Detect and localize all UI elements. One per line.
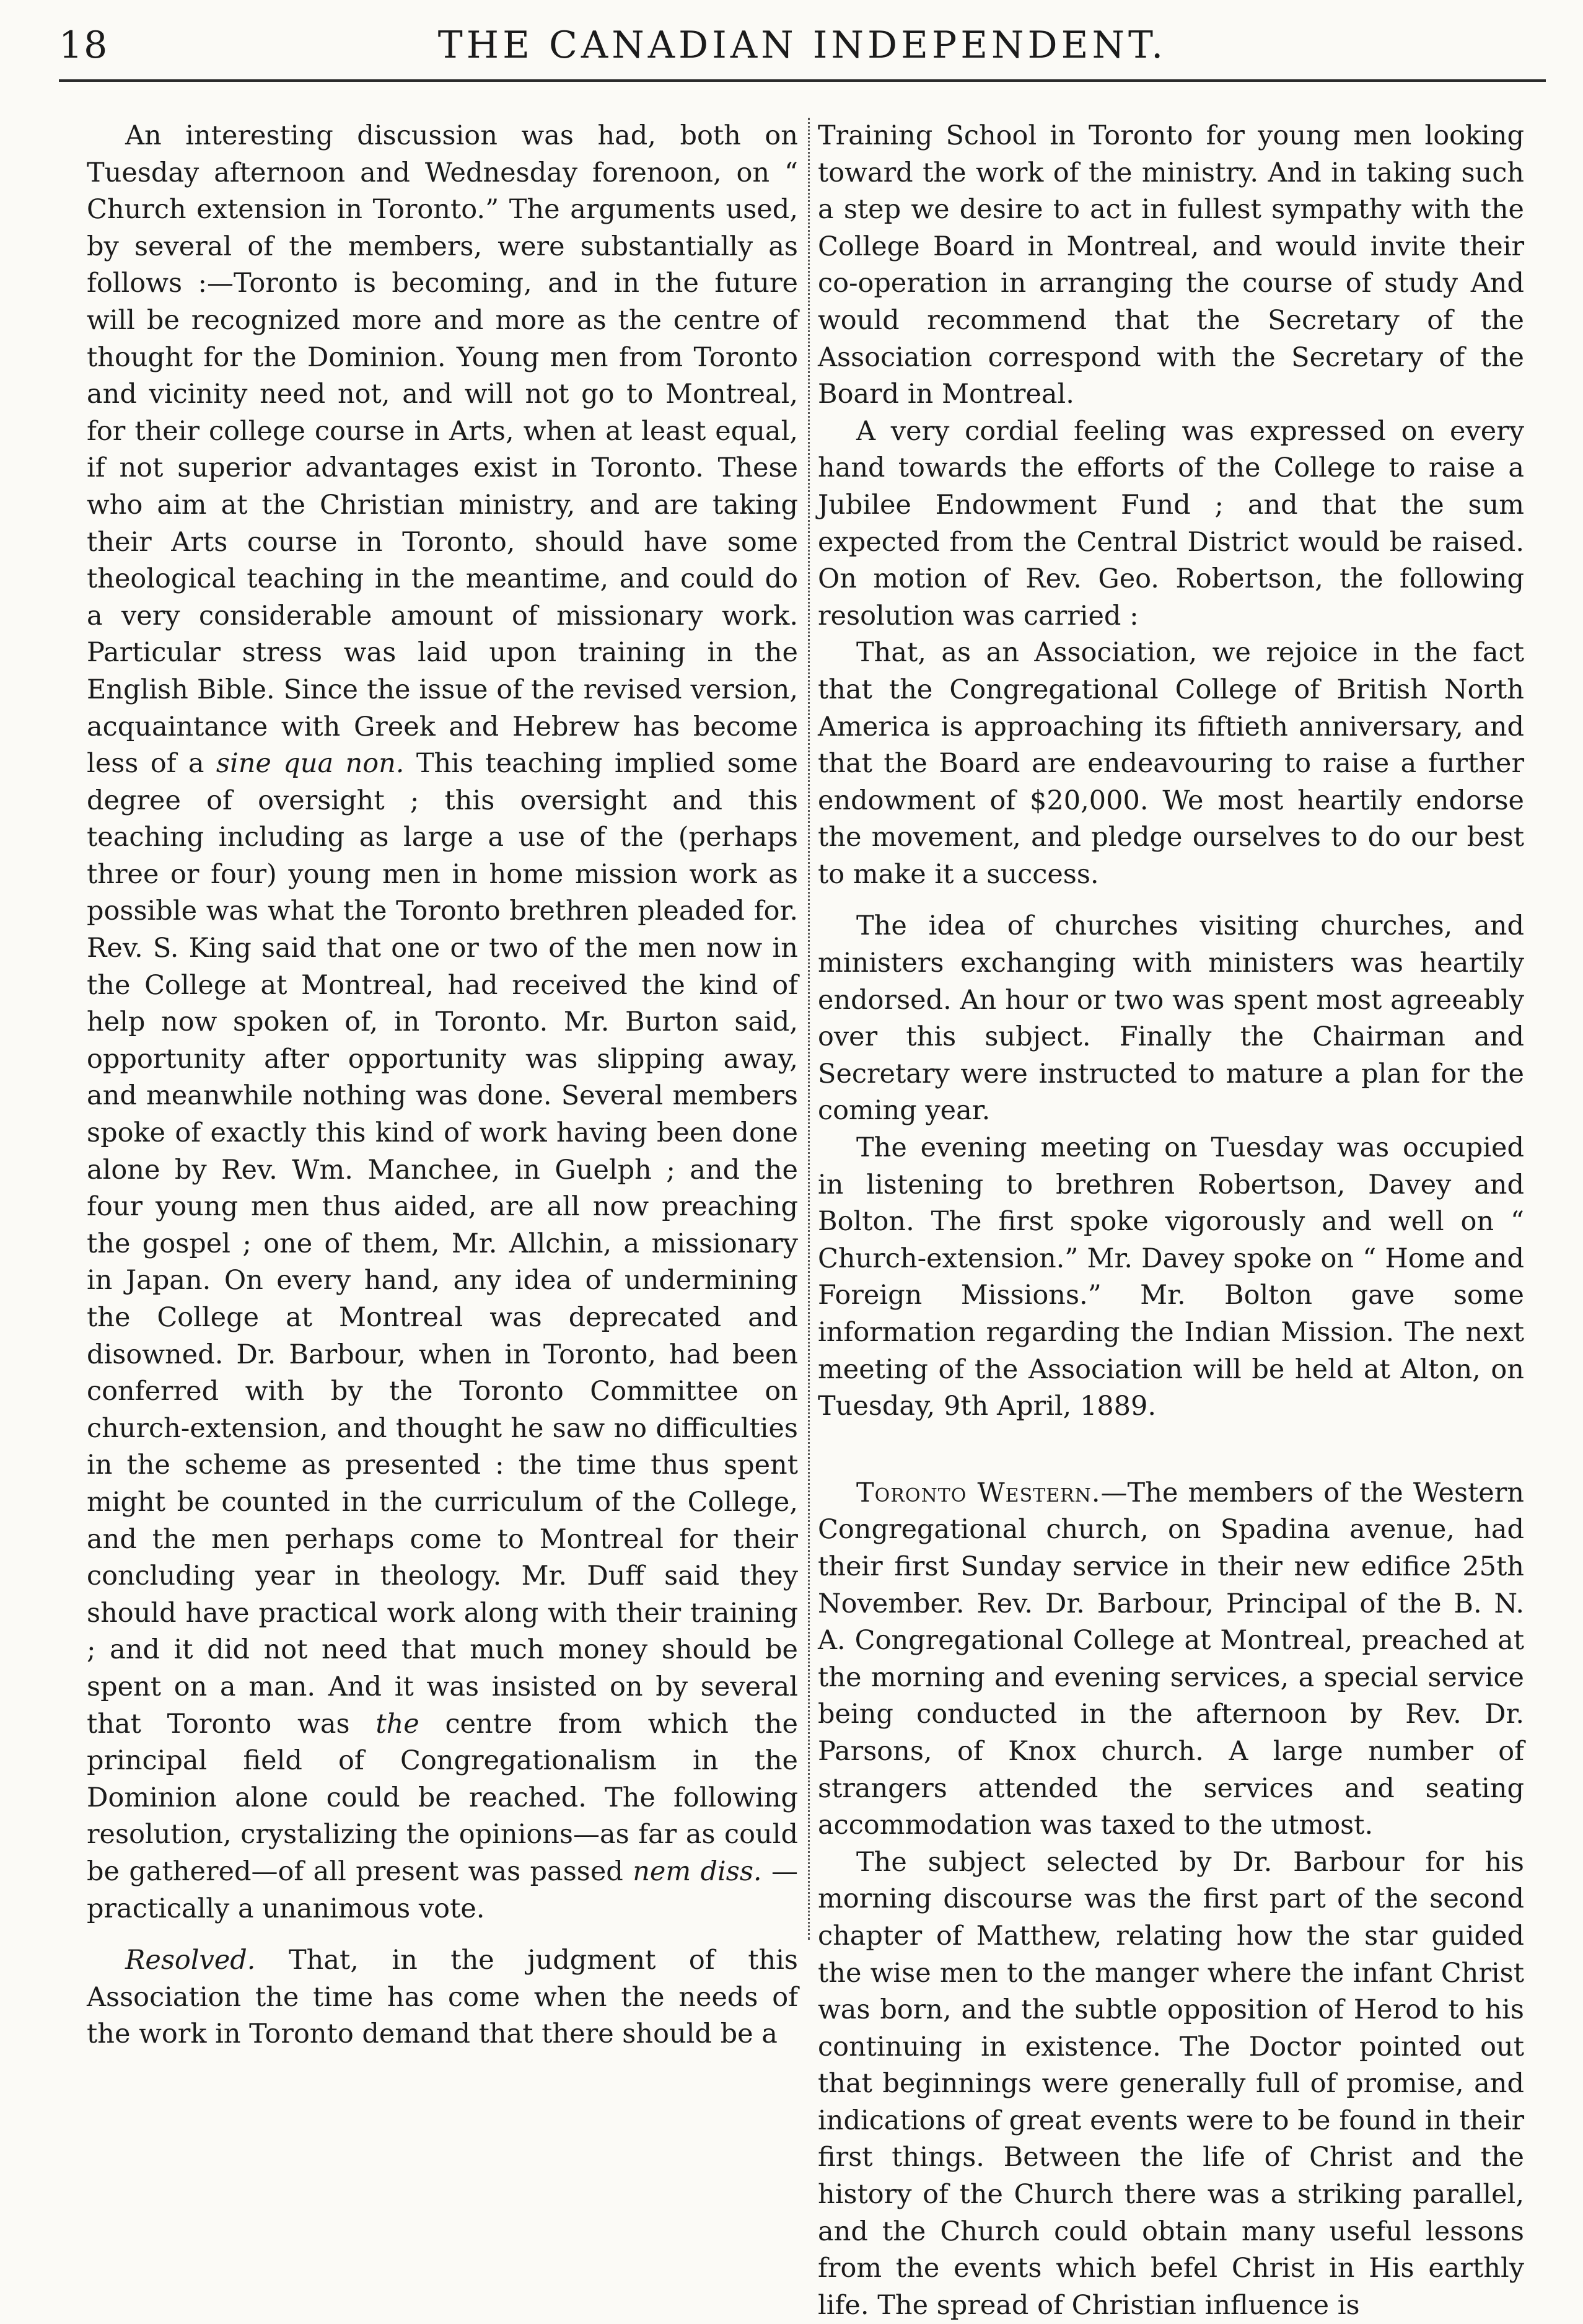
running-title: THE CANADIAN INDEPENDENT. (437, 24, 1167, 67)
toronto-western-heading: Toronto Western. (856, 1477, 1101, 1508)
right-column (818, 118, 1525, 2321)
sermon-paragraph: The subject selected by Dr. Barbour for his morning discourse was the first part of the second chapter of Matthew, relating how the star guided the wise men to the manger where the infant Christ was born, and the subtle opposition of Herod to his continuing in existence. The Doctor pointed out that beginnings were generally full of promise, and indications of great events were to be found in their first things. Between the life of Christ and the history of the Church there was a striking parallel, and the Church could obtain many useful lessons from the events which befel Christ in His earthly life. The spread of Christian influence is (818, 1846, 1524, 2321)
text-run: —practically a unanimous vote. (87, 1855, 799, 1924)
resolution-paragraph (87, 1942, 798, 2053)
article-paragraph-church-extension (87, 118, 798, 1927)
page-header (59, 19, 1546, 93)
text-run: That, in the judgment of this Association the time has come when the needs of the work in Toronto demand that there should be a (87, 1945, 798, 2050)
resolved-lead: Resolved. (125, 1945, 256, 1976)
left-column (87, 118, 798, 2212)
ministers-exchange-paragraph: The idea of churches visiting churches, and ministers exchanging with ministers was heartily endorsed. An hour or two was spent most agreeably over this subject. Finally the Chairman and Secretary were instructed to mature a plan for the coming year. (818, 910, 1524, 1127)
italic-phrase-sine-qua-non: sine qua non. (216, 748, 405, 780)
evening-meeting-paragraph: The evening meeting on Tuesday was occupied in listening to brethren Robertson, Davey and Bolton. The first spoke vigorously and well on “ Church-extension.” Mr. Davey spoke on “ Home and Foreign Missions.” Mr. Bolton gave some information regarding the Indian Mission. The next meeting of the Association will be held at Alton, on Tuesday, 9th April, 1889. (818, 1132, 1524, 1422)
text-run: —The members of the Western Congregational church, on Spadina avenue, had their first Sunday service in their new edifice 25th November. Rev. Dr. Barbour, Principal of the B. N. A. Congregational College at Montreal, preached at the morning and evening services, a special service being conducted in the afternoon by Rev. Dr. Parsons, of Knox church. A large number of strangers attended the services and seating accommodation was taxed to the utmost. (818, 1477, 1525, 1841)
column-divider (808, 118, 810, 1940)
text-run: An interesting discussion was had, both on Tuesday afternoon and Wednesday forenoon, on “ Church extension in Toronto.” The arguments used, by several of the members, were substantially as follows :—Toronto is becoming, and in the future will be recognized more and more as the centre of thought for the Dominion. Young men from Toronto and vicinity need not, and will not go to Montreal, for their college course in Arts, when at least equal, if not superior advantages exist in Toronto. These who aim at the Christian ministry, and are taking their Arts course in Toronto, should have some theological teaching in the meantime, and could do a very considerable amount of missionary work. Particular stress was laid upon training in the English Bible. Since the issue of the revised version, acquaintance with Greek and Hebrew has become less of a (87, 120, 798, 780)
text-run: centre from which the principal field of Congregationalism in the Dominion alone could be reached. The following resolution, crystalizing the opinions—as far as could be gathered—of all present was passed (87, 1708, 798, 1887)
page-number: 18 (59, 24, 109, 67)
italic-phrase-nem-diss: nem diss. (633, 1855, 762, 1887)
endowment-paragraph: A very cordial feeling was expressed on every hand towards the efforts of the College to raise a Jubilee Endowment Fund ; and that the sum expected from the Central District would be raised. On motion of Rev. Geo. Robertson, the following resolution was carried : (818, 415, 1524, 632)
header-rule (59, 79, 1546, 82)
continued-paragraph: Training School in Toronto for young men looking toward the work of the ministry. And in taking such a step we desire to act in fullest sympathy with the College Board in Montreal, and would invite their co-operation in arranging the course of study And would recommend that the Secretary of the Association correspond with the Secretary of the Board in Montreal. (818, 120, 1524, 410)
text-run: This teaching implied some degree of oversight ; this oversight and this teaching including as large a use of the (perhaps three or four) young men in home mission work as possible was what the Toronto brethren pleaded for. Rev. S. King said that one or two of the men now in the College at Montreal, had received the kind of help now spoken of, in Toronto. Mr. Burton said, opportunity after opportunity was slipping away, and meanwhile nothing was done. Several members spoke of exactly this kind of work having been done alone by Rev. Wm. Manchee, in Guelph ; and the four young men thus aided, are all now preaching the gospel ; one of them, Mr. Allchin, a missionary in Japan. On every hand, any idea of undermining the College at Montreal was deprecated and disowned. Dr. Barbour, when in Toronto, had been conferred with by the Toronto Committee on church-extension, and thought he saw no difficulties in the scheme as presented : the time thus spent might be counted in the curriculum of the College, and the men perhaps come to Montreal for their concluding year in theology. Mr. Duff said they should have practical work along with their training ; and it did not need that much money should be spent on a man. And it was insisted on by several that Toronto was (87, 748, 798, 1740)
italic-word-the: the (375, 1708, 419, 1740)
resolution-anniversary-paragraph: That, as an Association, we rejoice in the fact that the Congregational College of British North America is approaching its fiftieth anniversary, and that the Board are endeavouring to raise a further endowment of $20,000. We most heartily endorse the movement, and pledge ourselves to do our best to make it a success. (818, 637, 1524, 890)
toronto-western-paragraph (818, 1475, 1524, 1844)
